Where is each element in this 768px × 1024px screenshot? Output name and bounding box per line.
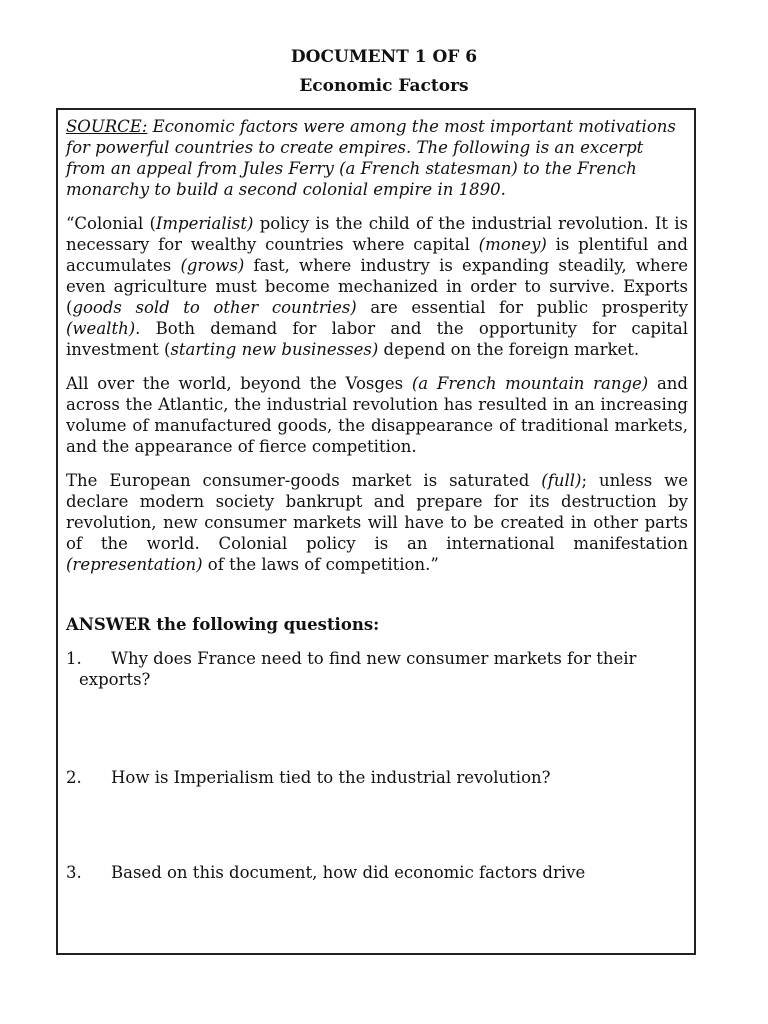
document-content bbox=[66, 116, 688, 883]
source-label: SOURCE: bbox=[66, 117, 148, 136]
document-subtitle: Economic Factors bbox=[299, 76, 469, 96]
text-run: depend on the foreign market. bbox=[378, 340, 640, 359]
source-paragraph bbox=[66, 116, 688, 200]
text-run: fast, where industry is expanding steadily, where even agriculture must become mechanized in order to survive. Exports ( bbox=[66, 256, 688, 317]
question-text: How is Imperialism tied to the industrial revolution? bbox=[111, 768, 551, 787]
italic-gloss: (wealth) bbox=[66, 319, 136, 338]
question-text: Why does France need to find new consumer markets for their exports? bbox=[79, 649, 637, 689]
question-2 bbox=[66, 767, 688, 788]
italic-gloss: (grows) bbox=[180, 256, 245, 275]
text-run: is plentiful and accumulates bbox=[66, 235, 688, 275]
italic-gloss: (money) bbox=[478, 235, 547, 254]
text-run: are essential for public prosperity bbox=[356, 298, 688, 317]
quote-paragraph-3 bbox=[66, 470, 688, 575]
document-box bbox=[56, 108, 696, 955]
answer-heading: ANSWER the following questions: bbox=[66, 615, 380, 634]
italic-gloss: (full) bbox=[541, 471, 582, 490]
text-run: The European consumer-goods market is saturated bbox=[66, 471, 542, 490]
text-run: of the laws of competition.” bbox=[202, 555, 439, 574]
italic-gloss: starting new businesses) bbox=[170, 340, 379, 359]
text-run: ; unless we declare modern society bankrupt and prepare for its destruction by revolution, new consumer markets will have to be created in other parts of the world. Colonial policy is an international manifestation bbox=[66, 471, 688, 553]
text-run: “Colonial ( bbox=[66, 214, 156, 233]
question-number: 3. bbox=[66, 863, 82, 882]
source-text: Economic factors were among the most important motivations for powerful countries to create empires. The following is an excerpt from an appeal from Jules Ferry (a French statesman) to the French monarchy to build a second colonial empire in 1890. bbox=[66, 117, 676, 199]
quote-paragraph-1 bbox=[66, 213, 688, 360]
italic-gloss: (representation) bbox=[66, 555, 203, 574]
question-number: 1. bbox=[66, 649, 82, 668]
question-1 bbox=[66, 648, 688, 690]
document-title: DOCUMENT 1 OF 6 bbox=[290, 47, 478, 67]
question-text: Based on this document, how did economic factors drive bbox=[111, 863, 586, 882]
italic-gloss: Imperialist) bbox=[155, 214, 254, 233]
text-run: policy is the child of the industrial revolution. It is necessary for wealthy countries where capital bbox=[66, 214, 689, 254]
text-run: . Both demand for labor and the opportunity for capital investment ( bbox=[66, 319, 688, 359]
question-3 bbox=[66, 862, 688, 883]
quote-paragraph-2 bbox=[66, 373, 688, 457]
italic-gloss: goods sold to other countries) bbox=[72, 298, 357, 317]
text-run: All over the world, beyond the Vosges bbox=[66, 374, 412, 393]
text-run: and across the Atlantic, the industrial revolution has resulted in an increasing volume of manufactured goods, the disappearance of traditional markets, and the appearance of fierce competition. bbox=[66, 374, 688, 456]
italic-gloss: (a French mountain range) bbox=[411, 374, 649, 393]
question-number: 2. bbox=[66, 768, 82, 787]
